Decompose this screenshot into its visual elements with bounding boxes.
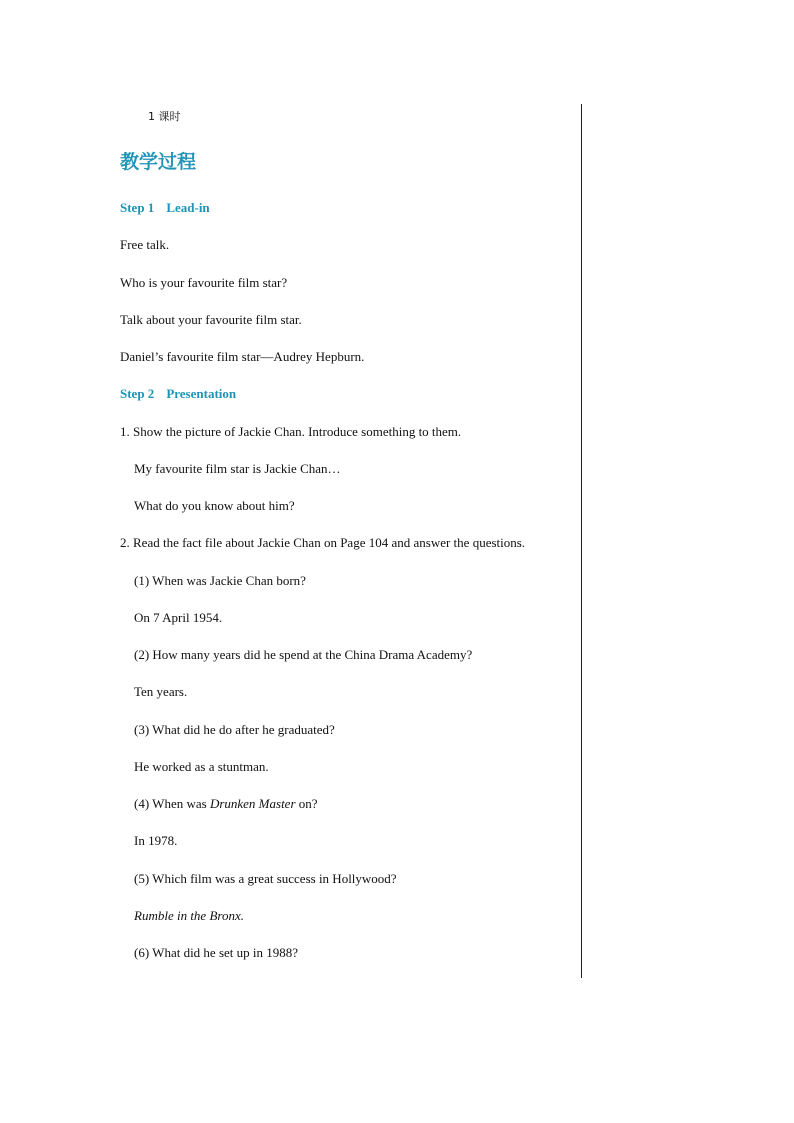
question-3: (3) What did he do after he graduated? (134, 722, 335, 737)
step2-label: Step 2 (120, 386, 155, 401)
question-1: (1) When was Jackie Chan born? (134, 573, 306, 588)
step1-label: Step 1 (120, 200, 155, 215)
item1-instruction: 1. Show the picture of Jackie Chan. Introduce something to them. (120, 424, 462, 439)
answer-5-film-title: Rumble in the Bronx. (134, 908, 244, 923)
lesson-period-note: 1 课时 (148, 110, 181, 123)
answer-4: In 1978. (134, 833, 178, 848)
answer-1: On 7 April 1954. (134, 610, 223, 625)
question-4 (134, 796, 318, 812)
item1-line-favourite: My favourite film star is Jackie Chan… (134, 461, 341, 476)
vertical-margin-rule (581, 104, 582, 978)
item1-line-know: What do you know about him? (134, 498, 295, 513)
item2-instruction: 2. Read the fact file about Jackie Chan on Page 104 and answer the questions. (120, 535, 526, 550)
answer-5 (134, 908, 244, 924)
step1-name: Lead-in (166, 200, 210, 215)
step1-line-free-talk: Free talk. (120, 237, 170, 252)
step1-line-question: Who is your favourite film star? (120, 275, 288, 290)
question-6: (6) What did he set up in 1988? (134, 945, 299, 960)
step2-name: Presentation (166, 386, 237, 401)
step1-line-daniel: Daniel’s favourite film star—Audrey Hepburn. (120, 349, 365, 364)
answer-3: He worked as a stuntman. (134, 759, 269, 774)
step1-line-talk: Talk about your favourite film star. (120, 312, 302, 327)
question-2: (2) How many years did he spend at the China Drama Academy? (134, 647, 473, 662)
step2-heading (120, 386, 236, 402)
section-title: 教学过程 (120, 151, 197, 173)
step1-heading (120, 200, 210, 216)
question-5: (5) Which film was a great success in Hollywood? (134, 871, 397, 886)
question-4-film-title: Drunken Master (209, 796, 296, 811)
question-4-prefix: (4) When was (134, 796, 210, 811)
answer-2: Ten years. (134, 684, 188, 699)
question-4-suffix: on? (295, 796, 318, 811)
